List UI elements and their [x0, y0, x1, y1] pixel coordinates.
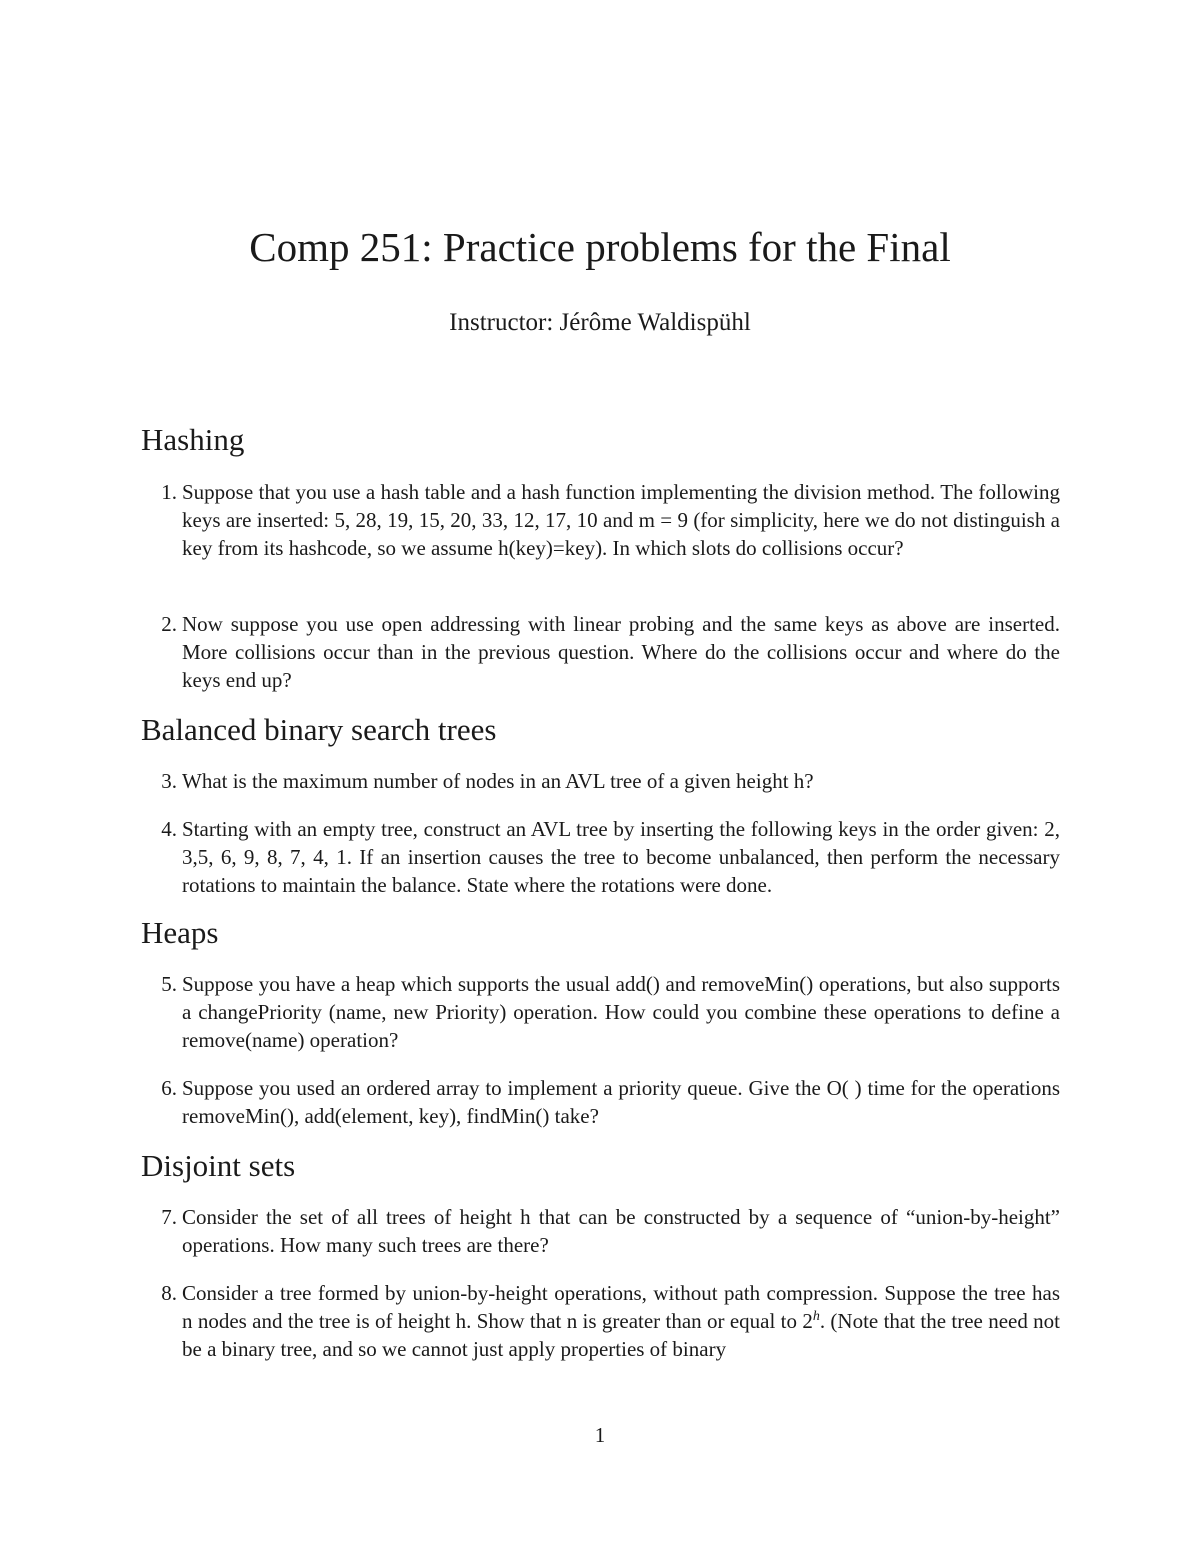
- problem-text: What is the maximum number of nodes in an AVL tree of a given height h?: [182, 769, 814, 793]
- problem-number: 7.: [161, 1205, 177, 1229]
- problem-text: Now suppose you use open addressing with linear probing and the same keys as above are inserted. More collisions occur than in the previous question. Where do the collisions occur and where do the keys end up?: [182, 612, 1060, 692]
- section-heading-balanced-bst: Balanced binary search trees: [141, 712, 497, 747]
- problem-5: [141, 970, 1061, 1054]
- problem-1: [141, 478, 1061, 562]
- problem-number: 5.: [161, 972, 177, 996]
- problem-text: Suppose that you use a hash table and a hash function implementing the division method. The following keys are inserted: 5, 28, 19, 15, 20, 33, 12, 17, 10 and m = 9 (for simplicity, here we do not distinguish a key from its hashcode, so we assume h(key)=key). In which slots do collisions occur?: [182, 480, 1060, 560]
- problem-number: 1.: [161, 480, 177, 504]
- problem-7: [141, 1203, 1061, 1259]
- exponent: h: [812, 1309, 820, 1324]
- problem-number: 6.: [161, 1076, 177, 1100]
- problem-text: Starting with an empty tree, construct an AVL tree by inserting the following keys in the order given: 2, 3,5, 6, 9, 8, 7, 4, 1. If an insertion causes the tree to become unbalanced, then perform the necessary rotations to maintain the balance. State where the rotations were done.: [182, 817, 1060, 897]
- problem-number: 3.: [161, 769, 177, 793]
- section-heading-heaps: Heaps: [141, 915, 219, 950]
- problem-text: [182, 1279, 1060, 1363]
- problem-text-part: . (Note that the tree need not be a binary tree, and so we cannot just apply properties of binary: [182, 1309, 1061, 1361]
- problem-text-part: Consider a tree formed by union-by-height operations, without path compression. Suppose the tree has n nodes and the tree is of height h. Show that n is greater than or equal to 2: [182, 1281, 1060, 1333]
- problem-text: Suppose you have a heap which supports the usual add() and removeMin() operations, but also supports a changePriority (name, new Priority) operation. How could you combine these operations to define a remove(name) operation?: [182, 972, 1060, 1052]
- problem-text: Consider the set of all trees of height h that can be constructed by a sequence of “union-by-height” operations. How many such trees are there?: [182, 1205, 1060, 1257]
- document-title: Comp 251: Practice problems for the Final: [249, 224, 951, 270]
- problem-8: [141, 1279, 1061, 1363]
- section-heading-hashing: Hashing: [141, 422, 245, 457]
- page-number: 1: [594, 1423, 606, 1447]
- problem-number: 2.: [161, 612, 177, 636]
- problem-4: [141, 815, 1061, 899]
- section-heading-disjoint-sets: Disjoint sets: [141, 1148, 296, 1183]
- instructor-line: Instructor: Jérôme Waldispühl: [449, 309, 751, 336]
- problem-number: 4.: [161, 817, 177, 841]
- problem-6: [141, 1074, 1061, 1130]
- problem-3: [141, 767, 1061, 795]
- problem-number: 8.: [161, 1281, 177, 1305]
- problem-2: [141, 610, 1061, 694]
- problem-text: Suppose you used an ordered array to implement a priority queue. Give the O( ) time for the operations removeMin(), add(element, key), findMin() take?: [182, 1076, 1060, 1128]
